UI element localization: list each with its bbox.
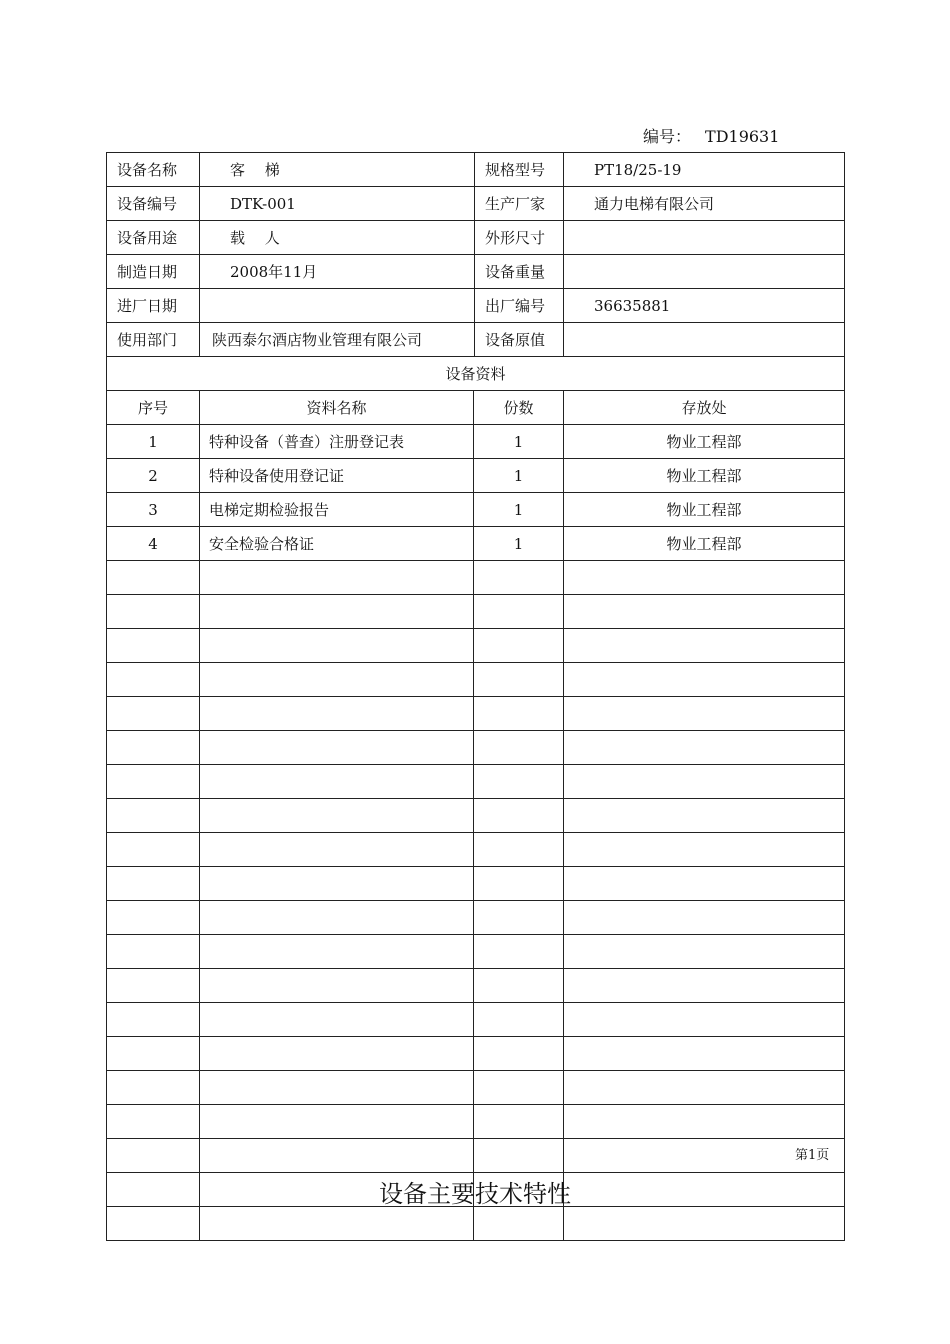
cell-location: 物业工程部 [564, 493, 845, 527]
table-row [107, 765, 845, 799]
table-row [107, 697, 845, 731]
cell-copies [474, 901, 564, 935]
info-label: 设备编号 [107, 187, 200, 221]
cell-serial [107, 935, 200, 969]
cell-location [564, 1207, 845, 1241]
table-row [107, 731, 845, 765]
cell-doc-name: 电梯定期检验报告 [200, 493, 474, 527]
cell-serial [107, 1105, 200, 1139]
cell-location: 物业工程部 [564, 425, 845, 459]
info-label: 生产厂家 [475, 187, 564, 221]
cell-copies [474, 1071, 564, 1105]
cell-doc-name [200, 1207, 474, 1241]
cell-serial: 3 [107, 493, 200, 527]
cell-location [564, 561, 845, 595]
table-row [107, 663, 845, 697]
info-value [564, 323, 845, 357]
table-row [107, 867, 845, 901]
equipment-info-section [107, 153, 845, 425]
cell-doc-name: 特种设备（普查）注册登记表 [200, 425, 474, 459]
cell-doc-name [200, 1071, 474, 1105]
cell-location [564, 663, 845, 697]
cell-copies [474, 629, 564, 663]
cell-location [564, 595, 845, 629]
info-value: PT18/25-19 [564, 153, 845, 187]
info-value: 陕西泰尔酒店物业管理有限公司 [200, 323, 475, 357]
cell-doc-name [200, 629, 474, 663]
cell-doc-name [200, 799, 474, 833]
cell-doc-name [200, 1139, 474, 1173]
table-row [107, 1207, 845, 1241]
info-row [107, 323, 845, 357]
info-row [107, 255, 845, 289]
table-row [107, 1037, 845, 1071]
cell-serial [107, 1071, 200, 1105]
cell-doc-name [200, 901, 474, 935]
cell-serial [107, 629, 200, 663]
info-label: 使用部门 [107, 323, 200, 357]
info-value [564, 255, 845, 289]
cell-location [564, 799, 845, 833]
info-label: 出厂编号 [475, 289, 564, 323]
cell-doc-name [200, 867, 474, 901]
cell-serial [107, 561, 200, 595]
table-row [107, 425, 845, 459]
table-row [107, 1105, 845, 1139]
table-row [107, 1139, 845, 1173]
cell-serial [107, 969, 200, 1003]
cell-doc-name [200, 595, 474, 629]
cell-location [564, 629, 845, 663]
info-label: 设备原值 [475, 323, 564, 357]
column-header-location: 存放处 [564, 391, 845, 425]
info-value [564, 221, 845, 255]
info-label: 设备重量 [475, 255, 564, 289]
cell-location [564, 1003, 845, 1037]
cell-location [564, 765, 845, 799]
info-value: 2008年11月 [200, 255, 475, 289]
cell-serial [107, 901, 200, 935]
cell-doc-name [200, 731, 474, 765]
cell-copies: 1 [474, 425, 564, 459]
cell-location: 物业工程部 [564, 527, 845, 561]
info-row [107, 221, 845, 255]
info-row [107, 289, 845, 323]
column-header-serial: 序号 [107, 391, 200, 425]
cell-location [564, 1071, 845, 1105]
info-value: 载 人 [200, 221, 475, 255]
cell-location [564, 1037, 845, 1071]
info-label: 进厂日期 [107, 289, 200, 323]
cell-copies [474, 969, 564, 1003]
info-label: 设备用途 [107, 221, 200, 255]
cell-serial [107, 1139, 200, 1173]
cell-serial [107, 663, 200, 697]
cell-serial [107, 799, 200, 833]
cell-copies [474, 1037, 564, 1071]
cell-copies [474, 561, 564, 595]
cell-serial [107, 697, 200, 731]
cell-copies [474, 765, 564, 799]
cell-serial: 2 [107, 459, 200, 493]
cell-location [564, 969, 845, 1003]
cell-location [564, 867, 845, 901]
cell-location [564, 697, 845, 731]
cell-serial: 1 [107, 425, 200, 459]
info-value: 通力电梯有限公司 [564, 187, 845, 221]
cell-doc-name [200, 1003, 474, 1037]
info-value: 36635881 [564, 289, 845, 323]
cell-location [564, 901, 845, 935]
table-row [107, 1003, 845, 1037]
next-page-title: 设备主要技术特性 [379, 1180, 571, 1208]
documents-section [107, 425, 845, 1241]
cell-copies [474, 1207, 564, 1241]
cell-doc-name: 安全检验合格证 [200, 527, 474, 561]
cell-copies [474, 595, 564, 629]
table-row [107, 527, 845, 561]
cell-location [564, 1105, 845, 1139]
cell-serial: 4 [107, 527, 200, 561]
cell-copies [474, 1003, 564, 1037]
cell-location [564, 833, 845, 867]
cell-location [564, 731, 845, 765]
table-row [107, 799, 845, 833]
cell-copies [474, 697, 564, 731]
cell-serial [107, 833, 200, 867]
info-value [200, 289, 475, 323]
info-value: DTK-001 [200, 187, 475, 221]
info-label: 外形尺寸 [475, 221, 564, 255]
table-row [107, 1071, 845, 1105]
document-number-value: TD19631 [705, 127, 780, 146]
table-row [107, 561, 845, 595]
page-number: 第1页 [795, 1148, 830, 1163]
table-row [107, 629, 845, 663]
cell-copies: 1 [474, 527, 564, 561]
info-row [107, 153, 845, 187]
cell-doc-name [200, 969, 474, 1003]
cell-doc-name [200, 1037, 474, 1071]
document-number-label: 编号： [643, 127, 692, 146]
info-label: 规格型号 [475, 153, 564, 187]
document-number [643, 124, 779, 147]
table-row [107, 595, 845, 629]
table-row [107, 493, 845, 527]
cell-copies [474, 731, 564, 765]
cell-copies: 1 [474, 459, 564, 493]
info-value: 客 梯 [200, 153, 475, 187]
column-header-copies: 份数 [474, 391, 564, 425]
cell-copies [474, 799, 564, 833]
column-header-doc-name: 资料名称 [200, 391, 474, 425]
cell-doc-name: 特种设备使用登记证 [200, 459, 474, 493]
cell-serial [107, 765, 200, 799]
cell-copies: 1 [474, 493, 564, 527]
table-row [107, 459, 845, 493]
cell-serial [107, 731, 200, 765]
cell-copies [474, 833, 564, 867]
cell-doc-name [200, 1105, 474, 1139]
cell-serial [107, 867, 200, 901]
cell-doc-name [200, 935, 474, 969]
cell-copies [474, 1105, 564, 1139]
table-row [107, 901, 845, 935]
cell-serial [107, 595, 200, 629]
table-header-row [107, 391, 845, 425]
cell-doc-name [200, 697, 474, 731]
cell-location: 物业工程部 [564, 459, 845, 493]
info-label: 设备名称 [107, 153, 200, 187]
cell-doc-name [200, 663, 474, 697]
table-row [107, 935, 845, 969]
equipment-record-table [106, 152, 845, 1241]
cell-doc-name [200, 561, 474, 595]
info-label: 制造日期 [107, 255, 200, 289]
cell-doc-name [200, 765, 474, 799]
cell-copies [474, 663, 564, 697]
cell-copies [474, 935, 564, 969]
cell-doc-name [200, 833, 474, 867]
cell-copies [474, 867, 564, 901]
table-row [107, 969, 845, 1003]
info-row [107, 187, 845, 221]
cell-copies [474, 1139, 564, 1173]
cell-serial [107, 1207, 200, 1241]
cell-serial [107, 1003, 200, 1037]
section-title: 设备资料 [107, 357, 845, 391]
cell-location [564, 935, 845, 969]
table-row [107, 833, 845, 867]
cell-serial [107, 1037, 200, 1071]
